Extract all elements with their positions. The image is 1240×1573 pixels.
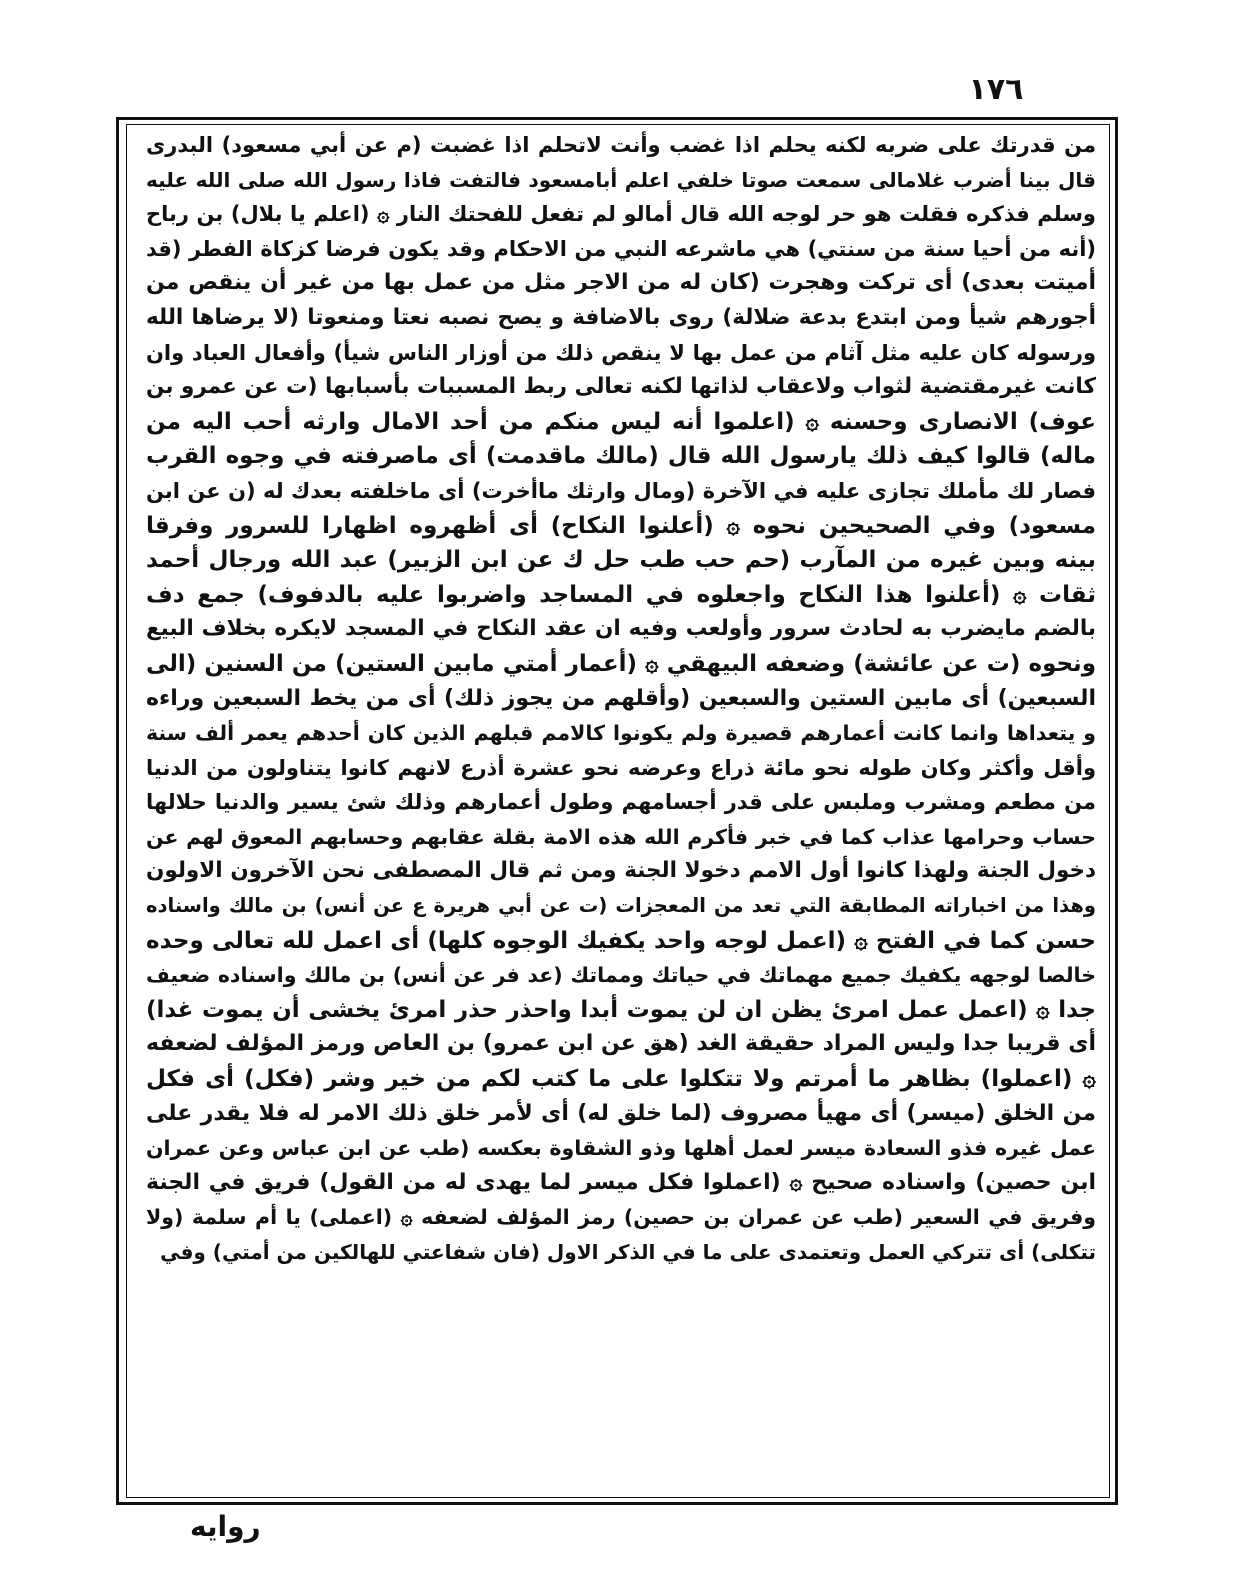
text-line: من الخلق (ميسر) أى مهيأ مصروف (لما خلق له) أى لأمر خلق ذلك الامر له فلا يقدر على <box>146 1100 1096 1126</box>
text-line: كانت غيرمقتضية لثواب ولاعقاب لذاتها لكنه تعالى ربط المسببات بأسبابها (ت عن عمرو بن <box>146 374 1096 400</box>
text-line: قال بينا أضرب غلامالى سمعت صوتا خلفي اعلم أبامسعود فالتفت فاذا رسول الله صلى الله عليه <box>146 167 1096 192</box>
text-line: ابن حصين) واسناده صحيح ۞ (اعملوا فكل ميسر لما يهدى له من القول) فريق في الجنة <box>146 1169 1096 1195</box>
text-line: و يتعداها وانما كانت أعمارهم قصيرة ولم يكونوا كالامم قبلهم الذين كان أحدهم يعمر ألف سنة <box>146 721 1096 746</box>
main-text <box>146 128 1096 1498</box>
text-line: (أنه من أحيا سنة من سنتي) هي ماشرعه النبي من الاحكام وقد يكون فرضا كزكاة الفطر (قد <box>146 236 1096 261</box>
text-line: السبعين) أى مابين الستين والسبعين (وأقلهم من يجوز ذلك) أى من يخط السبعين وراءه <box>146 685 1096 711</box>
text-line: وسلم فذكره فقلت هو حر لوجه الله قال أمالو لم تفعل للفحتك النار ۞ (اعلم يا بلال) بن رباح <box>146 202 1096 227</box>
text-line: وفريق في السعير (طب عن عمران بن حصين) رمز المؤلف لضعفه ۞ (اعملى) يا أم سلمة (ولا <box>146 1205 1096 1230</box>
text-line: عوف) الانصارى وحسنه ۞ (اعلموا أنه ليس منكم من أحد الامال وارثه أحب اليه من <box>146 408 1096 435</box>
text-line: أى قريبا جدا وليس المراد حقيقة الغد (هق عن ابن عمرو) بن العاص ورمز المؤلف لضعفه <box>146 1031 1096 1057</box>
text-line: وهذا من اخباراته المطابقة التي تعد من المعجزات (ت عن أبي هريرة ع عن أنس) بن مالك واسناده <box>146 894 1096 918</box>
text-line: تتكلى) أى تتركي العمل وتعتمدى على ما في الذكر الاول (فان شفاعتي للهالكين من أمتي) وفي <box>160 1240 1096 1264</box>
text-line: حساب وحرامها عذاب كما في خبر فأكرم الله هذه الامة بقلة عقابهم وحسابهم المعوق لهم عن <box>146 824 1096 849</box>
text-line: ونحوه (ت عن عائشة) وضعفه البيهقي ۞ (أعمار أمتي مابين الستين) من السنين (الى <box>146 650 1096 677</box>
text-line: من مطعم ومشرب وملبس على قدر أجسامهم وطول أعمارهم وذلك شئ يسير والدنيا حلالها <box>146 790 1096 815</box>
text-line: دخول الجنة ولهذا كانوا أول الامم دخولا الجنة ومن ثم قال المصطفى نحن الآخرون الاولون <box>146 858 1096 884</box>
text-line: أميتت بعدى) أى تركت وهجرت (كان له من الاجر مثل من عمل بها من غير أن ينقص من <box>146 270 1096 296</box>
text-line: ثقات ۞ (أعلنوا هذا النكاح واجعلوه في المساجد واضربوا عليه بالدفوف) جمع دف <box>146 581 1096 608</box>
text-line: أجورهم شيأ ومن ابتدع بدعة ضلالة) روى بالاضافة و يصح نصبه نعتا ومنعوتا (لا يرضاها الله <box>146 304 1096 330</box>
text-line: وأقل وأكثر وكان طوله نحو مائة ذراع وعرضه نحو عشرة أذرع لانهم كانوا يتناولون من الدنيا <box>146 755 1096 780</box>
text-line: ماله) قالوا كيف ذلك يارسول الله قال (مالك ماقدمت) أى ماصرفته في وجوه القرب <box>146 443 1096 470</box>
text-line: ۞ (اعملوا) بظاهر ما أمرتم ولا تتكلوا على ما كتب لكم من خير وشر (فكل) أى فكل <box>146 1066 1096 1093</box>
text-line: بالضم مايضرب به لحادث سرور وأولعب وفيه ان عقد النكاح في المسجد لايكره بخلاف البيع <box>146 616 1096 642</box>
text-line: فصار لك مأملك تجازى عليه في الآخرة (ومال وارثك ماأخرت) أى ماخلفته بعدك له (ن عن ابن <box>146 478 1096 503</box>
text-line: حسن كما في الفتح ۞ (اعمل لوجه واحد يكفيك الوجوه كلها) أى اعمل لله تعالى وحده <box>146 927 1096 954</box>
text-line: جدا ۞ (اعمل عمل امرئ يظن ان لن يموت أبدا واحذر حذر امرئ يخشى أن يموت غدا) <box>146 996 1096 1023</box>
text-line: من قدرتك على ضربه لكنه يحلم اذا غضب وأنت لاتحلم اذا غضبت (م عن أبي مسعود) البدرى <box>146 133 1096 157</box>
text-line: عمل غيره فذو السعادة ميسر لعمل أهلها وذو الشقاوة بعكسه (طب عن ابن عباس وعن عمران <box>146 1136 1096 1161</box>
text-line: مسعود) وفي الصحيحين نحوه ۞ (أعلنوا النكاح) أى أظهروه اظهارا للسرور وفرقا <box>146 512 1096 539</box>
page-number: ١٧٦ <box>968 72 1024 107</box>
text-line: ورسوله كان عليه مثل آثام من عمل بها لا ينقص ذلك من أوزار الناس شيأ) وأفعال العباد وان <box>146 340 1096 365</box>
catchword: روايه <box>190 1510 261 1543</box>
text-line: خالصا لوجهه يكفيك جميع مهماتك في حياتك ومماتك (عد فر عن أنس) بن مالك واسناده ضعيف <box>146 963 1096 988</box>
text-line: بينه وبين غيره من المآرب (حم حب طب حل ك عن ابن الزبير) عبد الله ورجال أحمد <box>146 547 1096 574</box>
